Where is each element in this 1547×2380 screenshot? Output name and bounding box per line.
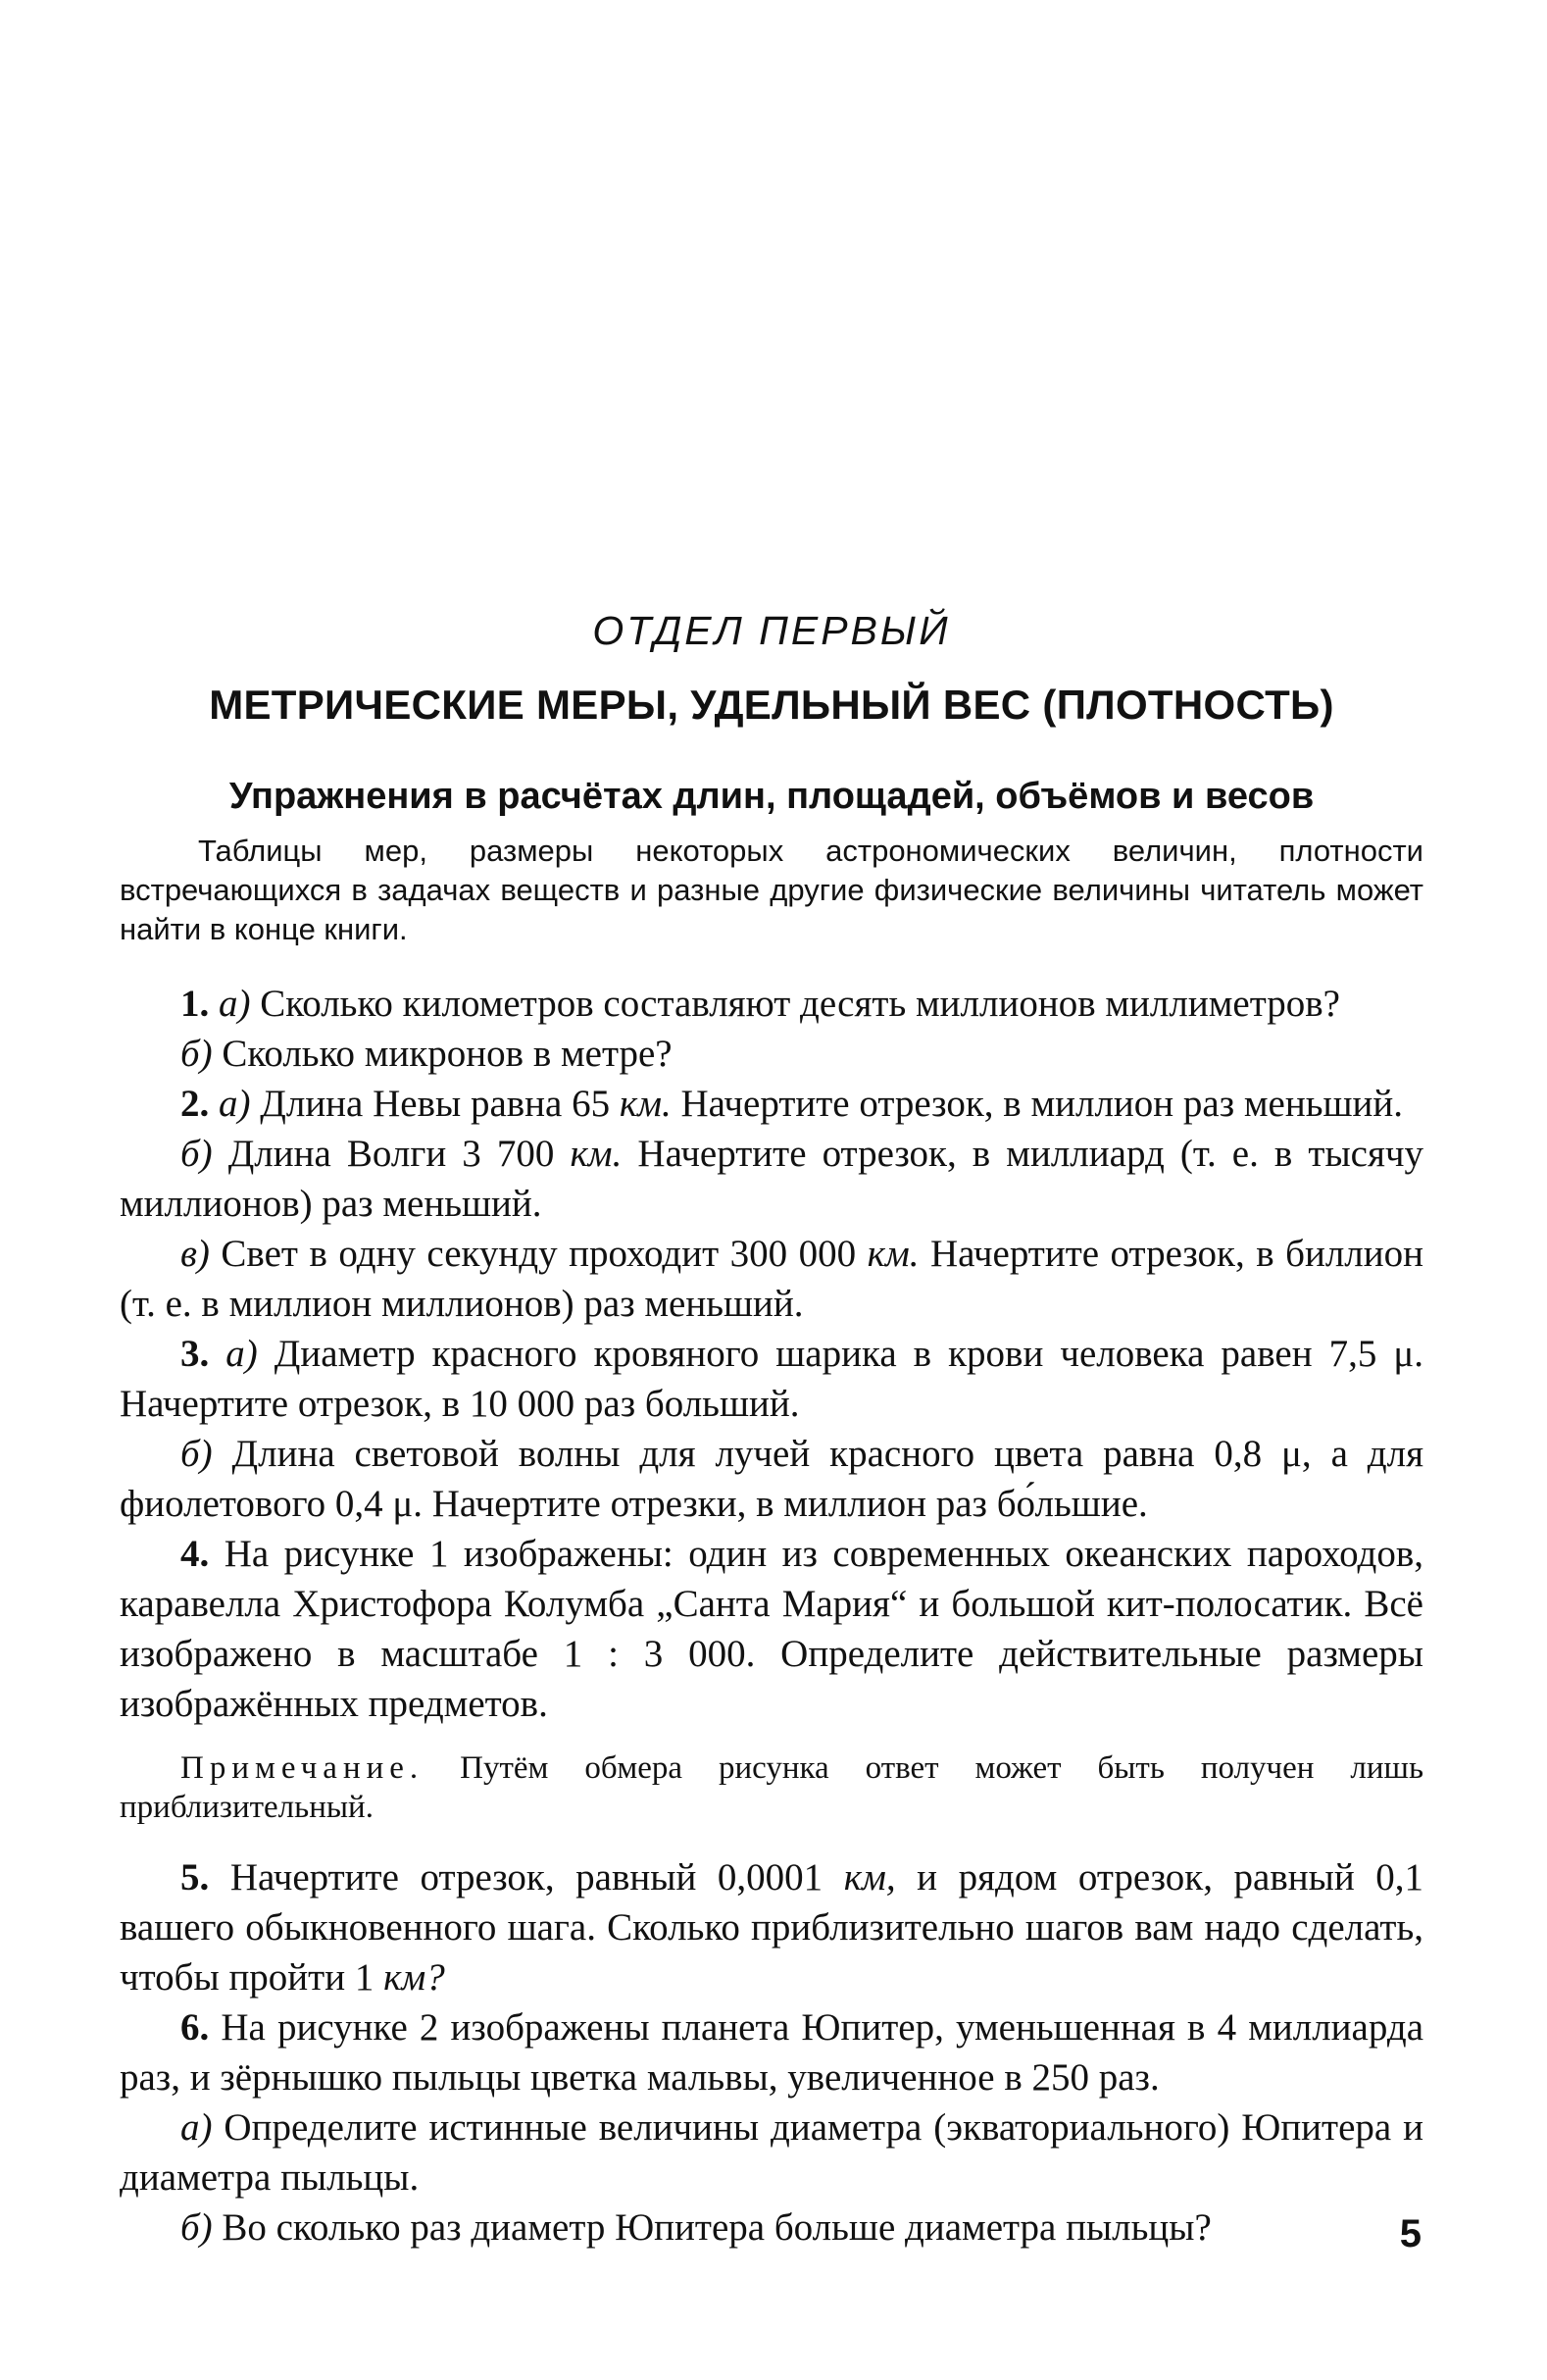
problem-number: 3. — [180, 1333, 210, 1375]
problem-2b — [120, 1129, 1423, 1229]
problem-number: 4. — [180, 1533, 210, 1575]
problem-text: Диаметр красного кровяного шарика в крови человека равен 7,5 μ. Начертите отрезок, в 10 000 раз больший. — [120, 1333, 1423, 1425]
problem-1b — [120, 1029, 1423, 1079]
page-number: 5 — [1399, 2212, 1422, 2255]
page-body — [120, 608, 1423, 2253]
unit-km: км, — [843, 1856, 896, 1899]
problem-letter: а) — [180, 2106, 213, 2149]
note-text: Путём обмера рисунка ответ может быть получен лишь приблизительный. — [120, 1750, 1423, 1825]
problem-4 — [120, 1529, 1423, 1729]
problem-number: 2. — [180, 1083, 210, 1125]
problem-text: На рисунке 2 изображены планета Юпитер, уменьшенная в 4 миллиарда раз, и зёрнышко пыльцы цветка мальвы, увеличенное в 250 раз. — [120, 2006, 1424, 2099]
unit-km: км. — [867, 1233, 920, 1275]
chapter-title: МЕТРИЧЕСКИЕ МЕРЫ, УДЕЛЬНЫЙ ВЕС (ПЛОТНОСТЬ) — [209, 682, 1334, 728]
problem-1a — [120, 979, 1423, 1029]
unit-km: км. — [619, 1083, 672, 1125]
problem-6b — [120, 2203, 1423, 2253]
note-label: Примечание. — [180, 1750, 424, 1786]
problem-text: Во сколько раз диаметр Юпитера больше диаметра пыльцы? — [222, 2206, 1212, 2249]
problem-number: 5. — [180, 1856, 210, 1899]
unit-km: км? — [383, 1956, 445, 1999]
problem-text: Сколько километров составляют десять миллионов миллиметров? — [260, 983, 1340, 1025]
problem-letter: б) — [180, 2206, 213, 2249]
problem-text: Длина Невы равна 65 — [260, 1083, 611, 1125]
section-title: Упражнения в расчётах длин, площадей, объёмов и весов — [228, 776, 1315, 817]
problem-letter: в) — [180, 1233, 210, 1275]
problem-3a — [120, 1329, 1423, 1429]
problem-3b — [120, 1429, 1423, 1529]
problem-text: Начертите отрезок, в биллион (т. е. в миллион миллионов) раз меньший. — [120, 1233, 1423, 1325]
problem-6 — [120, 2002, 1423, 2102]
problem-letter: а) — [225, 1333, 258, 1375]
problem-text: Начертите отрезок, равный 0,0001 — [229, 1856, 823, 1899]
problem-text: Сколько микронов в метре? — [222, 1033, 673, 1075]
problem-letter: а) — [219, 983, 251, 1025]
problem-text: Определите истинные величины диаметра (экваториального) Юпитера и диаметра пыльцы. — [120, 2106, 1423, 2199]
problem-text: Начертите отрезок, в миллиард (т. е. в тысячу миллионов) раз меньший. — [120, 1133, 1424, 1225]
problem-5 — [120, 1852, 1423, 2002]
problem-text: Начертите отрезок, в миллион раз меньший. — [680, 1083, 1404, 1125]
problem-text: На рисунке 1 изображены: один из современных океанских пароходов, каравелла Христофора Колумба „Санта Мария“ и большой кит-полосатик. Всё изображено в масштабе 1 : 3 000. Определите действительные размеры изображённых предметов. — [120, 1533, 1423, 1725]
problem-letter: б) — [180, 1033, 213, 1075]
problem-letter: б) — [180, 1133, 213, 1175]
part-title: ОТДЕЛ ПЕРВЫЙ — [592, 608, 951, 653]
problem-text: Свет в одну секунду проходит 300 000 — [221, 1233, 857, 1275]
note — [120, 1748, 1423, 1827]
problem-text: Длина Волги 3 700 — [227, 1133, 555, 1175]
problem-text: Длина световой волны для лучей красного цвета равна 0,8 μ, а для фиолетового 0,4 μ. Начертите отрезки, в миллион раз бо́льшие. — [120, 1433, 1424, 1525]
unit-km: км. — [570, 1133, 623, 1175]
problem-number: 1. — [180, 983, 210, 1025]
problem-2c — [120, 1229, 1423, 1329]
problem-6a — [120, 2102, 1423, 2203]
problem-letter: а) — [219, 1083, 251, 1125]
problem-text: и рядом отрезок, равный 0,1 вашего обыкновенного шага. Сколько приблизительно шагов вам надо сделать, чтобы пройти 1 — [120, 1856, 1424, 1999]
intro-paragraph: Таблицы мер, размеры некоторых астрономических величин, плотности встречающихся в задачах веществ и разные другие физические величины читатель может найти в конце книги. — [120, 834, 1423, 946]
problem-2a — [120, 1079, 1423, 1129]
problem-number: 6. — [180, 2006, 210, 2049]
problem-letter: б) — [180, 1433, 213, 1475]
